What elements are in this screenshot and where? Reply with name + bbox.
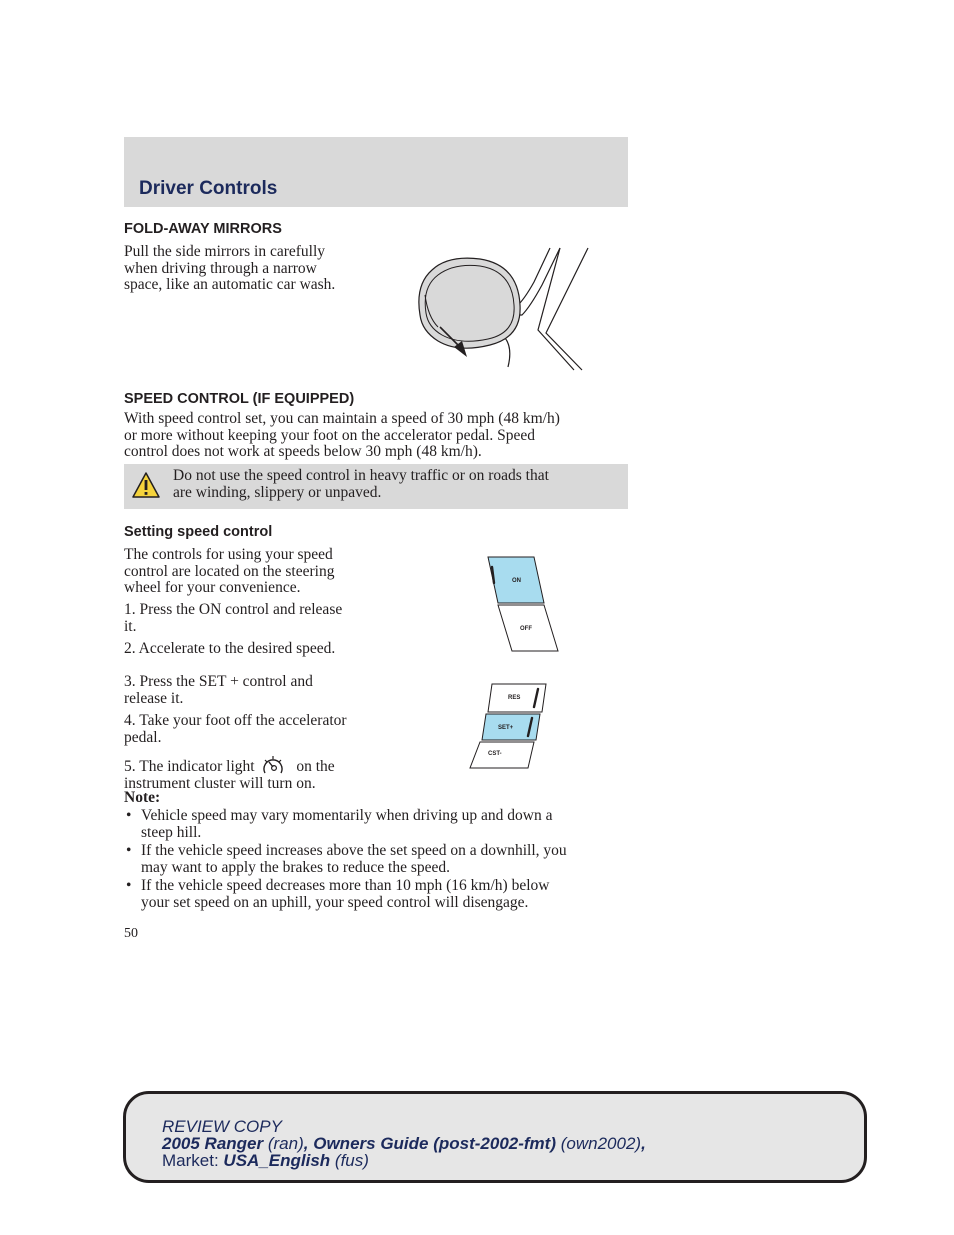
note-item — [124, 843, 624, 876]
footer-guide: Owners Guide (post-2002-fmt) — [313, 1134, 556, 1153]
note-item — [124, 878, 624, 911]
fold-away-heading: FOLD-AWAY MIRRORS — [124, 221, 282, 237]
footer-line-3 — [162, 1152, 646, 1169]
step-1-line: 1. Press the ON control and release — [124, 601, 343, 618]
on-off-buttons-illustration — [484, 553, 566, 657]
step-2: 2. Accelerate to the desired speed. — [124, 640, 336, 657]
on-button-label: ON — [512, 578, 521, 584]
res-set-cst-buttons-illustration — [466, 680, 552, 772]
step-1-line: it. — [124, 617, 137, 635]
speed-control-line: With speed control set, you can maintain a speed of 30 mph (48 km/h) — [124, 410, 560, 427]
step-5 — [124, 754, 384, 793]
setting-intro-line: control are located on the steering — [124, 562, 335, 580]
step-4-line: 4. Take your foot off the accelerator — [124, 712, 347, 729]
step-5-line: instrument cluster will turn on. — [124, 775, 316, 792]
res-button-label: RES — [508, 695, 521, 701]
setting-intro-line: wheel for your convenience. — [124, 579, 301, 596]
footer-market: USA_English — [223, 1151, 331, 1170]
step-5-text-a: 5. The indicator light — [124, 758, 255, 775]
warning-line: are winding, slippery or unpaved. — [173, 483, 382, 501]
note-label: Note: — [124, 789, 161, 806]
step-3-line: release it. — [124, 689, 184, 707]
setting-intro-line: The controls for using your speed — [124, 546, 333, 563]
fold-away-line: when driving through a narrow — [124, 259, 317, 277]
note-item-line: • If the vehicle speed increases above the set speed on a downhill, you — [141, 842, 567, 859]
off-button-label: OFF — [520, 626, 532, 632]
footer-model: 2005 Ranger — [162, 1134, 264, 1153]
footer-guide-code: (own2002) — [560, 1134, 642, 1153]
note-item-line: your set speed on an uphill, your speed control will disengage. — [141, 893, 529, 911]
note-list — [124, 808, 624, 913]
footer-market-label: Market: — [162, 1151, 219, 1170]
speed-control-line: control does not work at speeds below 30 mph (48 km/h). — [124, 443, 482, 460]
footer-text — [162, 1118, 646, 1169]
speed-control-indicator-icon — [260, 754, 286, 776]
note-item-line: steep hill. — [141, 823, 202, 841]
fold-away-line: Pull the side mirrors in carefully — [124, 243, 326, 260]
footer-market-code: (fus) — [334, 1151, 369, 1170]
cst-minus-button[interactable] — [470, 742, 534, 768]
setting-intro — [124, 547, 384, 597]
step-1 — [124, 602, 384, 635]
note-item-line: • Vehicle speed may vary momentarily when driving up and down a — [141, 807, 553, 824]
speed-control-line: or more without keeping your foot on the accelerator pedal. Speed — [124, 426, 536, 444]
note-item-line: may want to apply the brakes to reduce the speed. — [141, 858, 451, 876]
footer-separator: , — [303, 1134, 309, 1153]
note-item-line: • If the vehicle speed decreases more than 10 mph (16 km/h) below — [141, 877, 550, 894]
section-title: Driver Controls — [139, 178, 278, 199]
fold-away-line: space, like an automatic car wash. — [124, 276, 336, 293]
step-5-line — [124, 754, 384, 776]
footer-review-copy: REVIEW COPY — [162, 1117, 282, 1136]
fold-away-paragraph — [124, 244, 384, 294]
step-3 — [124, 674, 384, 707]
step-3-line: 3. Press the SET + control and — [124, 673, 313, 690]
footer-model-code: (ran) — [267, 1134, 304, 1153]
footer-line-2 — [162, 1135, 646, 1152]
cst-minus-button-label: CST- — [488, 751, 502, 757]
page-number: 50 — [124, 926, 138, 941]
fold-away-mirror-illustration — [410, 245, 590, 373]
step-5-text-b: on the — [296, 758, 335, 775]
setting-speed-control-heading: Setting speed control — [124, 524, 273, 540]
warning-triangle-icon — [131, 471, 161, 499]
warning-text — [173, 468, 613, 501]
speed-control-paragraph — [124, 411, 624, 461]
footer-separator: , — [641, 1134, 646, 1153]
step-4 — [124, 713, 384, 746]
warning-line: Do not use the speed control in heavy traffic or on roads that — [173, 467, 549, 484]
note-item — [124, 808, 624, 841]
speed-control-heading: SPEED CONTROL (IF EQUIPPED) — [124, 391, 355, 407]
set-plus-button-label: SET+ — [498, 725, 514, 731]
step-4-line: pedal. — [124, 728, 162, 746]
